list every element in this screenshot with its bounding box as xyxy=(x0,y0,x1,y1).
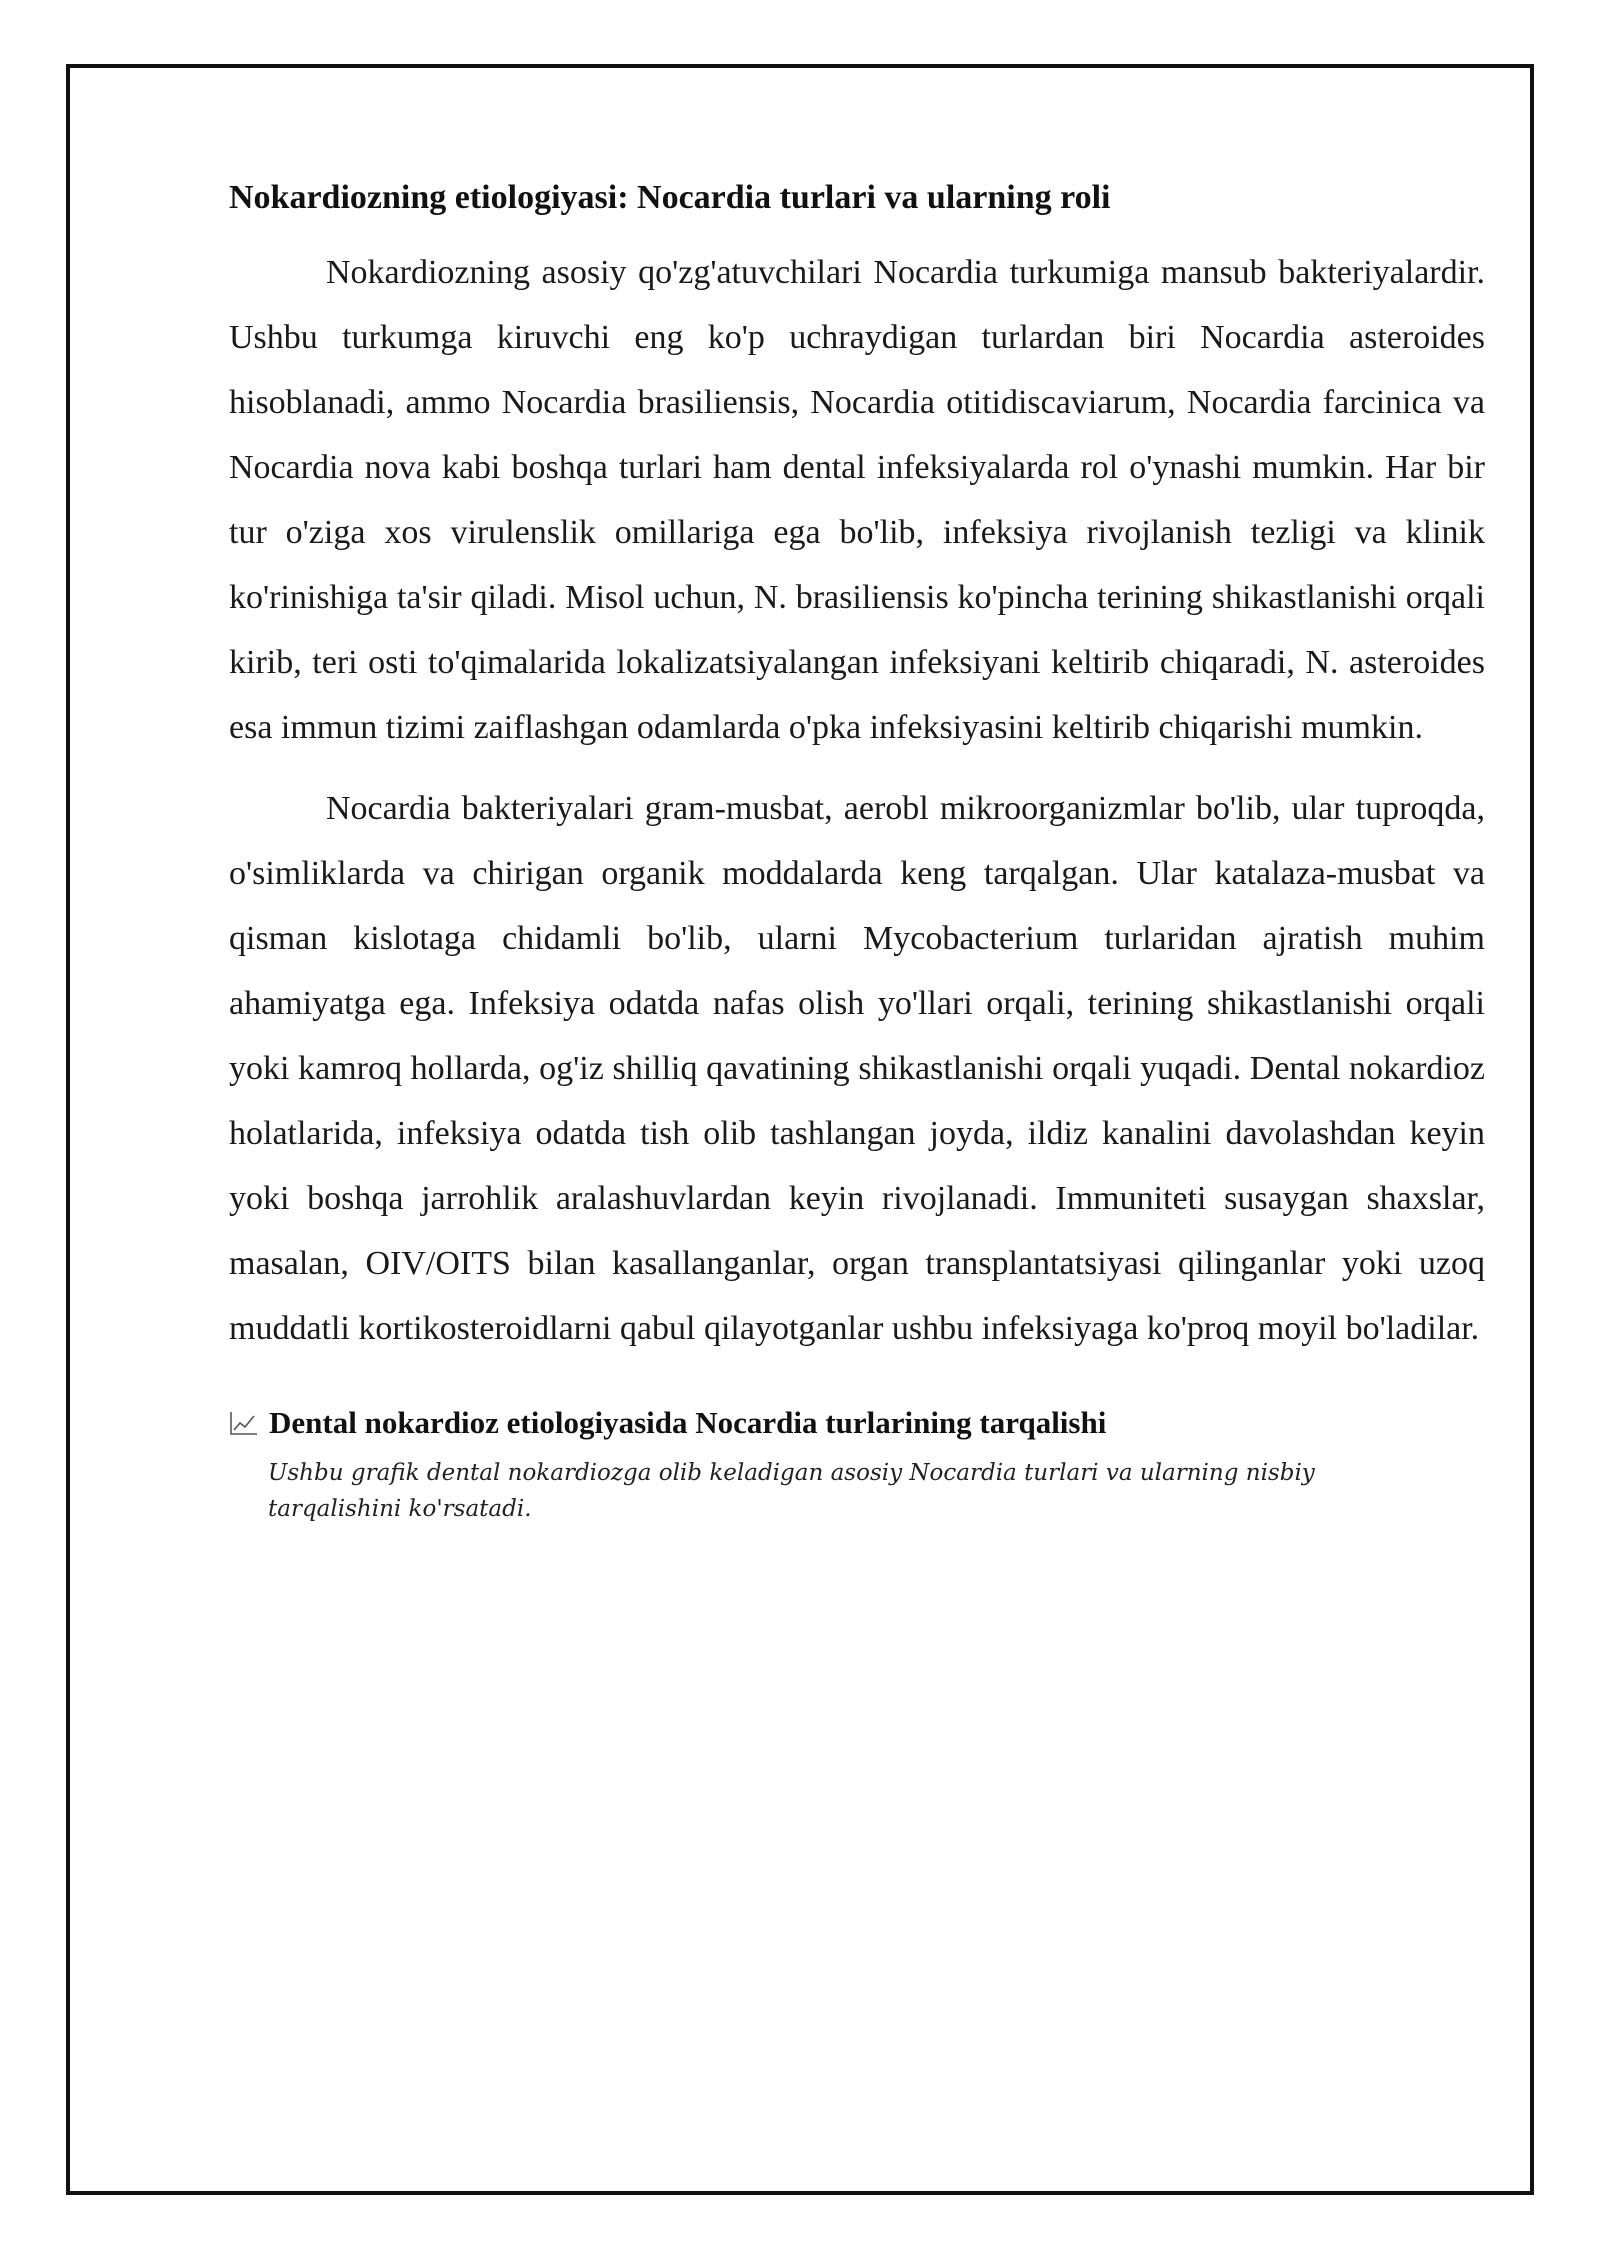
document-content xyxy=(229,170,1485,1527)
section-title: Nokardiozning etiologiyasi: Nocardia turlari va ularning roli xyxy=(229,179,1111,216)
figure-block xyxy=(229,1401,1485,1527)
body-paragraph-1: Nokardiozning asosiy qo'zg'atuvchilari Nocardia turkumiga mansub bakteriyalardir. Ushbu turkumga kiruvchi eng ko'p uchraydigan turlardan biri Nocardia asteroides hisoblanadi, ammo Nocardia brasiliensis, Nocardia otitidiscaviarum, Nocardia farcinica va Nocardia nova kabi boshqa turlari ham dental infeksiyalarda rol o'ynashi mumkin. Har bir tur o'ziga xos virulenslik omillariga ega bo'lib, infeksiya rivojlanish tezligi va klinik ko'rinishiga ta'sir qiladi. Misol uchun, N. brasiliensis ko'pincha terining shikastlanishi orqali kirib, teri osti to'qimalarida lokalizatsiyalangan infeksiyani keltirib chiqaradi, N. asteroides esa immun tizimi zaiflashgan odamlarda o'pka infeksiyasini keltirib chiqarishi mumkin. xyxy=(229,254,1485,746)
figure-title: Dental nokardioz etiologiyasida Nocardia turlarining tarqalishi xyxy=(269,1405,1107,1440)
body-paragraph-2: Nocardia bakteriyalari gram-musbat, aerobl mikroorganizmlar bo'lib, ular tuproqda, o'simliklarda va chirigan organik moddalarda keng tarqalgan. Ular katalaza-musbat va qisman kislotaga chidamli bo'lib, ularni Mycobacterium turlaridan ajratish muhim ahamiyatga ega. Infeksiya odatda nafas olish yo'llari orqali, terining shikastlanishi orqali yoki kamroq hollarda, og'iz shilliq qavatining shikastlanishi orqali yuqadi. Dental nokardioz holatlarida, infeksiya odatda tish olib tashlangan joyda, ildiz kanalini davolashdan keyin yoki boshqa jarrohlik aralashuvlardan keyin rivojlanadi. Immuniteti susaygan shaxslar, masalan, OIV/OITS bilan kasallanganlar, organ transplantatsiyasi qilinganlar yoki uzoq muddatli kortikosteroidlarni qabul qilayotganlar ushbu infeksiyaga ko'proq moyil bo'ladilar. xyxy=(229,790,1485,1347)
line-chart-icon xyxy=(229,1410,259,1436)
figure-caption: Ushbu grafik dental nokardiozga olib keladigan asosiy Nocardia turlari va ularning nisbiy tarqalishini ko'rsatadi. xyxy=(268,1460,1315,1522)
figure-title-row xyxy=(229,1401,1485,1445)
